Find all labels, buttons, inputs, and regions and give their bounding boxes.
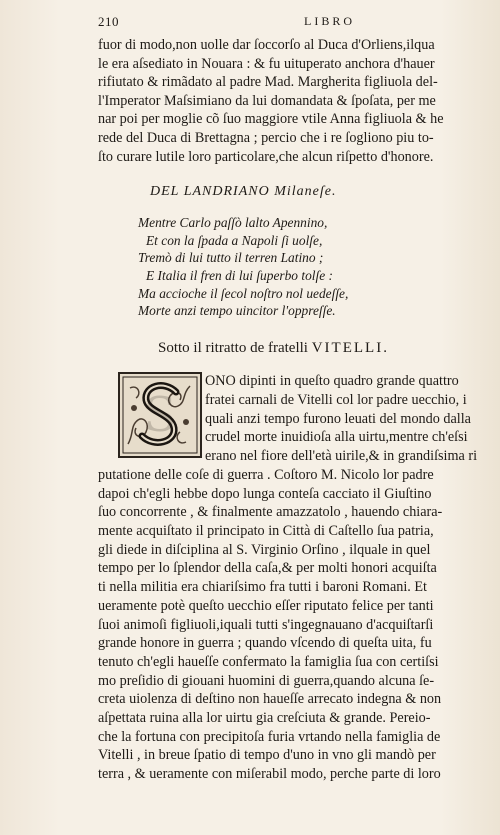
text-line: dapoi ch'egli hebbe dopo lunga conteſa cacciato il Giuſtino (98, 485, 432, 502)
text-line: creta uiolenza di deſtino non haueſſe arrecato indegna & non (98, 691, 442, 708)
text-line: rifiutato & rimãdato al padre Mad. Margherita figliuola del- (98, 74, 438, 91)
text-line: nar poi per moglie cõ ſuo maggiore vtile Anna figliuola & he (98, 111, 444, 128)
poem-title: DEL LANDRIANO Milaneſe. (150, 184, 337, 199)
text-line: Vitelli , in breue ſpatio di tempo d'uno in vno gli mandò per (98, 747, 436, 764)
text-line: ſto curare lutile loro particolare,che alcun riſpetto d'honore. (98, 148, 434, 165)
text-line: mente acquiſtato il principato in Città di Caſtello ſua patria, (98, 523, 434, 540)
poem-verse: Morte anzi tempo uincitor l'oppreſſe. (138, 303, 336, 319)
text-line: ONO dipinti in queſto quadro grande quattro (205, 373, 459, 389)
text-line: l'Imperator Maſsimiano da lui domandata & ſpoſata, per me (98, 92, 436, 109)
text-line: gli diede in diſciplina al S. Virginio Orſino , ilquale in quel (98, 541, 431, 558)
body-first-lines (205, 372, 488, 466)
top-paragraph (98, 36, 488, 166)
running-head: LIBRO (304, 14, 355, 28)
text-line: tempo per lo ſplendor della caſa,& per molti honori acquiſta (98, 560, 437, 577)
section-heading (158, 340, 389, 357)
text-line: ti nella militia era chiariſsimo fra tutti i baroni Romani. Et (98, 579, 427, 596)
text-line: aſpettata ruina alla lor uirtu gia creſciuta & grande. Pereio- (98, 709, 431, 726)
poem-verse: Tremò di lui tutto il terren Latino ; (138, 250, 324, 266)
poem-verse: E Italia il fren di lui ſuperbo tolſe : (146, 268, 333, 284)
text-line: fratei carnali de Vitelli col lor padre uecchio, i (205, 391, 467, 408)
text-line: ſuo concorrente , & finalmente amazzatolo , hauendo chiara- (98, 504, 443, 521)
text-line: le era aſsediato in Nouara : & fu uituperato anchora d'hauer (98, 55, 435, 72)
decorated-initial-s (118, 372, 202, 458)
text-line: fuor di modo,non uolle dar ſoccorſo al Duca d'Orliens,ilqua (98, 37, 435, 53)
text-line: ſuoi animoſi figliuoli,iquali tutti s'ingegnauano d'acquiſtarſi (98, 616, 434, 633)
section-heading-caps: VITELLI. (311, 340, 389, 356)
text-line: mo preſidio di giouani huomini di guerra,quando alcuna ſe- (98, 672, 435, 689)
text-line: grande honore in guerra ; quando vſcendo di queſta uita, fu (98, 635, 432, 652)
text-line: crudel morte inuidioſa alla uirtu,mentre ch'eſsi (205, 429, 468, 446)
ornament-initial-icon (120, 374, 200, 456)
poem (138, 214, 438, 320)
text-line: rede del Duca di Brettagna ; percio che i re ſogliono piu to- (98, 129, 434, 146)
drop-initial-letter: S (143, 387, 177, 443)
text-line: putatione delle coſe di guerra . Coſtoro M. Nicolo lor padre (98, 467, 434, 483)
text-line: che la fortuna con precipitoſa furia vrtando nella famiglia de (98, 728, 441, 745)
page-header (98, 14, 478, 34)
text-line: tenuto ch'egli haueſſe confermato la famiglia ſua con certiſsi (98, 653, 439, 670)
poem-verse: Ma accioche il ſecol noſtro nol uedeſſe, (138, 285, 349, 301)
poem-verse: Et con la ſpada a Napoli ſi uolſe, (146, 232, 323, 248)
section-heading-text: Sotto il ritratto de fratelli (158, 340, 308, 356)
text-line: quali anzi tempo furono leuati del mondo dalla (205, 410, 471, 427)
poem-verse: Mentre Carlo paſſò lalto Apennino, (138, 215, 328, 230)
page-number: 210 (98, 14, 119, 29)
text-line: ueramente potè queſto uecchio eſſer riputato felice per tanti (98, 597, 434, 614)
text-line: terra , & ueramente con miſerabil modo, perche parte di loro (98, 766, 441, 782)
body-paragraph (98, 466, 488, 784)
text-line: erano nel fiore dell'età uirile,& in grandiſsima ri (205, 448, 478, 465)
